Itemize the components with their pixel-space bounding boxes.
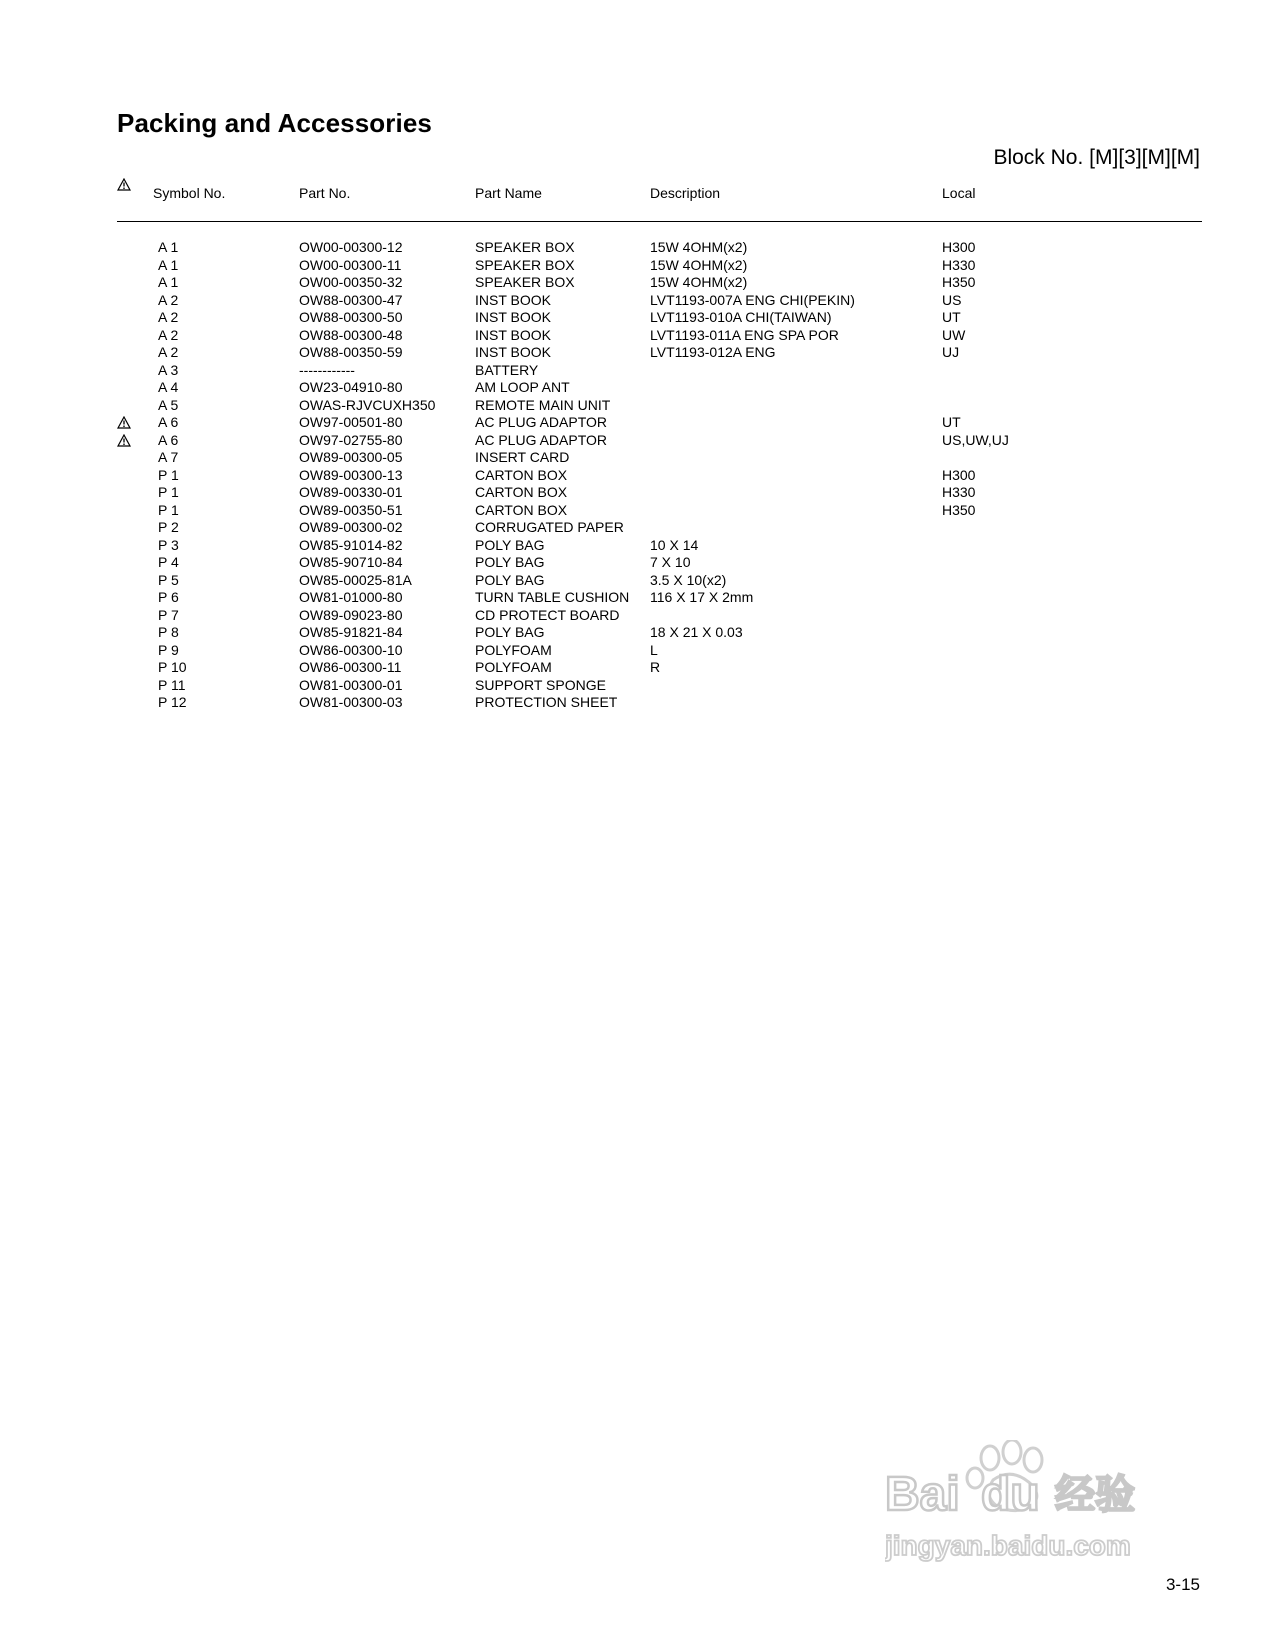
- table-row: [0, 554, 1275, 572]
- table-row: [0, 607, 1275, 625]
- part-no-cell: OW86-00300-10: [299, 641, 403, 658]
- symbol-cell: P 3: [158, 536, 179, 553]
- table-row: [0, 694, 1275, 712]
- symbol-cell: A 2: [158, 344, 179, 360]
- warning-triangle-icon: [117, 434, 131, 451]
- part-name-cell: CD PROTECT BOARD: [475, 606, 620, 623]
- page-title: Packing and Accessories: [117, 108, 432, 138]
- symbol-cell: P 1: [158, 484, 179, 500]
- table-row: [0, 572, 1275, 590]
- description-cell: 18 X 21 X 0.03: [650, 624, 743, 640]
- part-name-cell: REMOTE MAIN UNIT: [475, 396, 611, 413]
- table-row: [0, 257, 1275, 275]
- local-cell: UT: [942, 414, 961, 430]
- watermark-cn: 经验: [1055, 1472, 1135, 1518]
- table-row: [0, 379, 1275, 397]
- part-name-cell: POLYFOAM: [475, 641, 552, 658]
- part-no-cell: OW00-00350-32: [299, 274, 403, 290]
- local-cell: UW: [942, 326, 966, 343]
- part-name-cell: INST BOOK: [475, 344, 551, 360]
- symbol-cell: A 1: [158, 239, 179, 255]
- part-no-cell: OW85-90710-84: [299, 554, 403, 570]
- part-no-cell: OW23-04910-80: [299, 379, 403, 395]
- part-name-cell: POLY BAG: [475, 624, 545, 640]
- part-no-cell: OW88-00300-50: [299, 309, 403, 325]
- part-no-cell: OW89-00300-05: [299, 449, 403, 465]
- part-name-cell: CORRUGATED PAPER: [475, 519, 624, 535]
- part-name-cell: PROTECTION SHEET: [475, 694, 618, 710]
- table-row: [0, 449, 1275, 467]
- description-cell: 7 X 10: [650, 554, 691, 570]
- part-name-cell: POLYFOAM: [475, 659, 552, 675]
- local-cell: H300: [942, 239, 976, 255]
- header-symbol-no: Symbol No.: [153, 185, 226, 201]
- part-no-cell: OW97-00501-80: [299, 414, 403, 430]
- symbol-cell: P 1: [158, 501, 179, 518]
- part-name-cell: SPEAKER BOX: [475, 256, 575, 273]
- symbol-cell: A 1: [158, 274, 179, 290]
- description-cell: LVT1193-011A ENG SPA POR: [650, 326, 839, 343]
- watermark-url: jingyan.baidu.com: [885, 1530, 1131, 1561]
- part-name-cell: POLY BAG: [475, 536, 545, 553]
- header-part-no: Part No.: [299, 185, 351, 201]
- part-no-cell: OW88-00350-59: [299, 344, 403, 360]
- table-row: [0, 484, 1275, 502]
- part-no-cell: OW85-91014-82: [299, 536, 403, 553]
- symbol-cell: P 2: [158, 519, 179, 535]
- baidu-paw-icon: [885, 1440, 1205, 1570]
- part-no-cell: OW89-00300-13: [299, 466, 403, 483]
- part-name-cell: POLY BAG: [475, 571, 545, 588]
- part-no-cell: OW89-09023-80: [299, 606, 403, 623]
- symbol-cell: P 11: [158, 676, 186, 693]
- part-name-cell: TURN TABLE CUSHION: [475, 589, 630, 605]
- part-no-cell: OW00-00300-12: [299, 239, 403, 255]
- part-name-cell: AC PLUG ADAPTOR: [475, 414, 608, 430]
- part-no-cell: OW89-00330-01: [299, 484, 403, 500]
- symbol-cell: A 2: [158, 291, 179, 308]
- part-no-cell: OW81-01000-80: [299, 589, 403, 605]
- part-name-cell: AC PLUG ADAPTOR: [475, 431, 608, 448]
- part-no-cell: OW97-02755-80: [299, 431, 403, 448]
- table-row: [0, 659, 1275, 677]
- table-row: [0, 589, 1275, 607]
- part-no-cell: OW89-00300-02: [299, 519, 403, 535]
- part-no-cell: OW85-91821-84: [299, 624, 403, 640]
- symbol-cell: A 1: [158, 256, 179, 273]
- local-cell: UJ: [942, 344, 960, 360]
- description-cell: 3.5 X 10(x2): [650, 571, 727, 588]
- table-row: [0, 414, 1275, 432]
- table-row: [0, 344, 1275, 362]
- table-row: [0, 537, 1275, 555]
- table-row: [0, 432, 1275, 450]
- part-no-cell: OW00-00300-11: [299, 256, 402, 273]
- symbol-cell: A 2: [158, 309, 179, 325]
- part-no-cell: OW85-00025-81A: [299, 571, 412, 588]
- part-no-cell: OW81-00300-03: [299, 694, 403, 710]
- header-divider: [117, 221, 1202, 222]
- table-row: [0, 519, 1275, 537]
- local-cell: H350: [942, 274, 976, 290]
- symbol-cell: A 3: [158, 361, 179, 378]
- part-no-cell: OW88-00300-47: [299, 291, 403, 308]
- description-cell: LVT1193-007A ENG CHI(PEKIN): [650, 291, 855, 308]
- local-cell: H350: [942, 501, 976, 518]
- local-cell: US: [942, 291, 962, 308]
- header-description: Description: [650, 185, 721, 201]
- symbol-cell: A 5: [158, 396, 179, 413]
- local-cell: H300: [942, 466, 976, 483]
- part-name-cell: CARTON BOX: [475, 484, 568, 500]
- table-row: [0, 327, 1275, 345]
- symbol-cell: P 7: [158, 606, 179, 623]
- block-number: Block No. [M][3][M][M]: [993, 146, 1200, 169]
- description-cell: 15W 4OHM(x2): [650, 239, 748, 255]
- part-no-cell: OW86-00300-11: [299, 659, 402, 675]
- table-row: [0, 642, 1275, 660]
- part-no-cell: OW88-00300-48: [299, 326, 403, 343]
- symbol-cell: A 6: [158, 431, 179, 448]
- part-no-cell: ------------: [299, 361, 355, 378]
- description-cell: 15W 4OHM(x2): [650, 274, 748, 290]
- header-local: Local: [942, 185, 976, 201]
- description-cell: 15W 4OHM(x2): [650, 256, 748, 273]
- local-cell: US,UW,UJ: [942, 431, 1009, 448]
- symbol-cell: P 12: [158, 694, 187, 710]
- part-no-cell: OWAS-RJVCUXH350: [299, 396, 436, 413]
- header-part-name: Part Name: [475, 185, 542, 201]
- page-number: 3-15: [1165, 1575, 1200, 1594]
- table-row: [0, 677, 1275, 695]
- part-name-cell: SPEAKER BOX: [475, 274, 575, 290]
- part-no-cell: OW81-00300-01: [299, 676, 403, 693]
- part-name-cell: CARTON BOX: [475, 466, 568, 483]
- parts-table: [0, 239, 1275, 712]
- local-cell: H330: [942, 484, 976, 500]
- warning-triangle-icon: [117, 178, 131, 196]
- watermark-brand: Bai: [885, 1468, 960, 1521]
- part-name-cell: POLY BAG: [475, 554, 545, 570]
- part-name-cell: AM LOOP ANT: [475, 379, 570, 395]
- symbol-cell: P 1: [158, 466, 179, 483]
- part-name-cell: SUPPORT SPONGE: [475, 676, 606, 693]
- table-row: [0, 397, 1275, 415]
- table-row: [0, 502, 1275, 520]
- table-row: [0, 309, 1275, 327]
- symbol-cell: P 9: [158, 641, 179, 658]
- symbol-cell: P 6: [158, 589, 179, 605]
- part-name-cell: INST BOOK: [475, 326, 551, 343]
- description-cell: LVT1193-012A ENG: [650, 344, 776, 360]
- description-cell: L: [650, 641, 658, 658]
- local-cell: H330: [942, 256, 976, 273]
- description-cell: 10 X 14: [650, 536, 699, 553]
- symbol-cell: P 5: [158, 571, 179, 588]
- table-row: [0, 239, 1275, 257]
- table-row: [0, 292, 1275, 310]
- table-row: [0, 624, 1275, 642]
- table-row: [0, 362, 1275, 380]
- symbol-cell: A 2: [158, 326, 179, 343]
- part-name-cell: CARTON BOX: [475, 501, 568, 518]
- part-no-cell: OW89-00350-51: [299, 501, 403, 518]
- symbol-cell: A 4: [158, 379, 179, 395]
- description-cell: R: [650, 659, 661, 675]
- table-row: [0, 467, 1275, 485]
- part-name-cell: SPEAKER BOX: [475, 239, 575, 255]
- symbol-cell: A 6: [158, 414, 179, 430]
- part-name-cell: BATTERY: [475, 361, 539, 378]
- symbol-cell: P 4: [158, 554, 179, 570]
- part-name-cell: INSERT CARD: [475, 449, 570, 465]
- watermark-brand-du: du: [981, 1468, 1040, 1521]
- symbol-cell: A 7: [158, 449, 179, 465]
- symbol-cell: P 10: [158, 659, 187, 675]
- part-name-cell: INST BOOK: [475, 291, 551, 308]
- symbol-cell: P 8: [158, 624, 179, 640]
- table-row: [0, 274, 1275, 292]
- description-cell: 116 X 17 X 2mm: [650, 589, 754, 605]
- local-cell: UT: [942, 309, 961, 325]
- warning-triangle-icon: [117, 416, 131, 433]
- description-cell: LVT1193-010A CHI(TAIWAN): [650, 309, 832, 325]
- part-name-cell: INST BOOK: [475, 309, 551, 325]
